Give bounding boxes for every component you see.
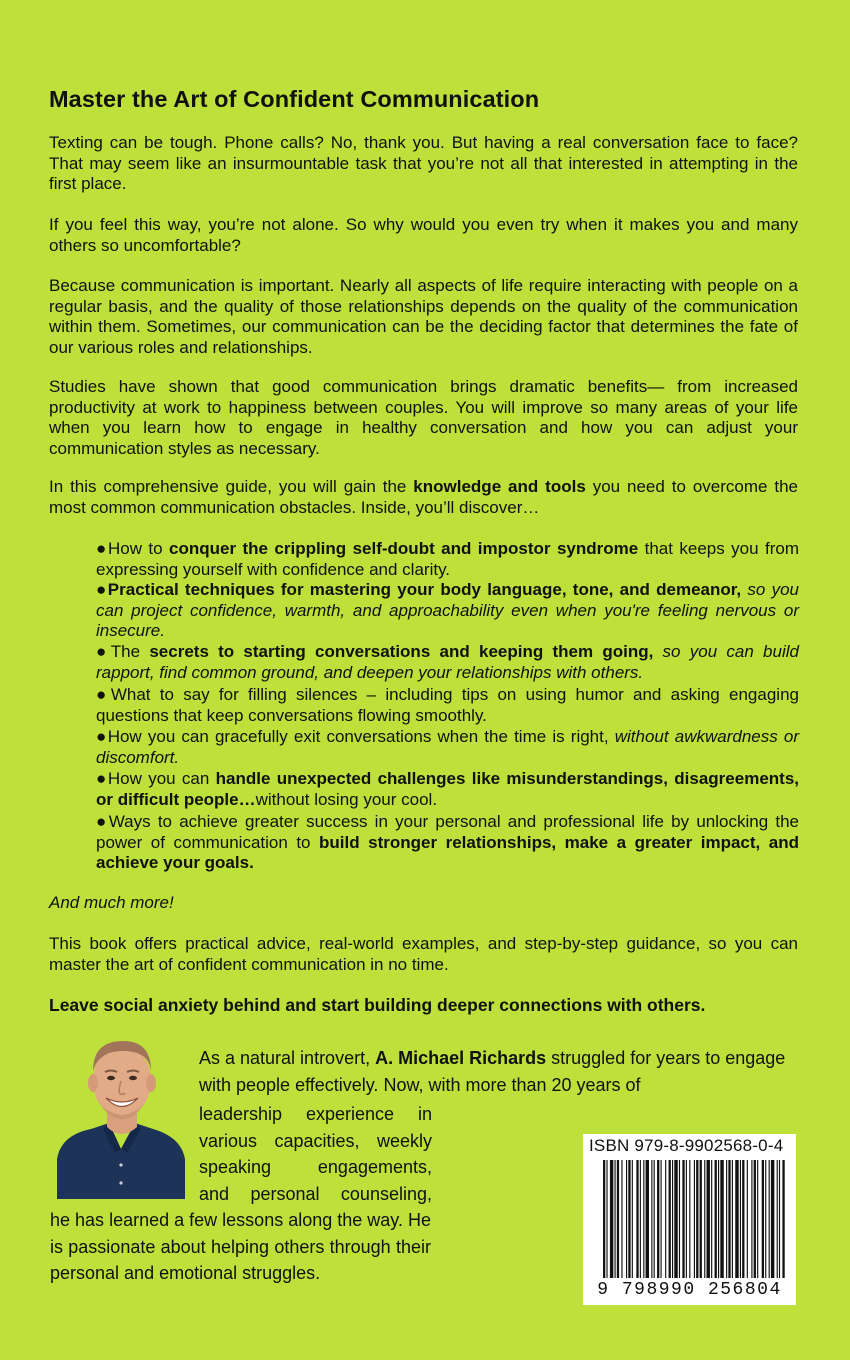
bullet-item: ●What to say for filling silences – including tips on using humor and asking engaging questions that keep conversations flowing smoothly. xyxy=(96,685,799,725)
cover-heading: Master the Art of Confident Communication xyxy=(49,86,540,112)
barcode-bar xyxy=(700,1160,702,1278)
barcode-bar xyxy=(769,1160,770,1278)
barcode-bar xyxy=(651,1160,652,1278)
barcode-bar xyxy=(771,1160,774,1278)
barcode-bar xyxy=(610,1160,613,1278)
tagline: Leave social anxiety behind and start building deeper connections with others. xyxy=(49,995,706,1015)
author-bio-line: leadership experience in xyxy=(199,1104,432,1124)
barcode-bar xyxy=(646,1160,649,1278)
barcode-bar xyxy=(617,1160,619,1278)
barcode-bar xyxy=(606,1160,607,1278)
barcode-bar xyxy=(707,1160,710,1278)
isbn-barcode xyxy=(583,1134,796,1305)
barcode-bar xyxy=(696,1160,698,1278)
barcode-bar xyxy=(654,1160,655,1278)
barcode-bar xyxy=(689,1160,690,1278)
barcode-bar xyxy=(632,1160,633,1278)
barcode-bar xyxy=(728,1160,730,1278)
barcode-bar xyxy=(735,1160,738,1278)
barcode-bar xyxy=(665,1160,666,1278)
barcode-bar xyxy=(779,1160,780,1278)
barcode-bar xyxy=(762,1160,764,1278)
barcode-bar xyxy=(657,1160,659,1278)
author-photo xyxy=(57,1031,185,1199)
barcode-bar xyxy=(757,1160,758,1278)
summary-paragraph: This book offers practical advice, real-world examples, and step-by-step guidance, so you can master the art of confident communication in no time. xyxy=(49,934,798,974)
bullet-item: ●Practical techniques for mastering your body language, tone, and demeanor, so you can project confidence, warmth, and approachability even when you're feeling nervous or insecure. xyxy=(96,580,800,640)
barcode-bar xyxy=(661,1160,662,1278)
barcode-bar xyxy=(686,1160,687,1278)
barcode-bar xyxy=(626,1160,627,1278)
barcode-bars-icon xyxy=(589,1158,790,1282)
barcode-bar xyxy=(674,1160,677,1278)
barcode-bar xyxy=(740,1160,741,1278)
barcode-bar xyxy=(742,1160,744,1278)
barcode-bar xyxy=(751,1160,752,1278)
barcode-bar xyxy=(747,1160,748,1278)
barcode-bar xyxy=(615,1160,616,1278)
barcode-bar xyxy=(628,1160,630,1278)
barcode-digits: 9 798990 256804 xyxy=(597,1280,782,1300)
bullet-item: ●How you can gracefully exit conversations when the time is right, without awkwardness or discomfort. xyxy=(96,727,799,767)
and-much-more: And much more! xyxy=(49,893,174,912)
studies-paragraph: Studies have shown that good communication brings dramatic benefits— from increased productivity at work to happiness between couples. You will improve so many areas of your life when you learn how to engage in healthy conversation and how you can adjust your communication styles as necessary. xyxy=(49,377,798,458)
barcode-bar xyxy=(720,1160,723,1278)
barcode-bar xyxy=(682,1160,684,1278)
barcode-bar xyxy=(640,1160,641,1278)
barcode-bar xyxy=(636,1160,638,1278)
barcode-bar xyxy=(765,1160,766,1278)
barcode-bar xyxy=(732,1160,733,1278)
author-bio-line: and personal counseling, xyxy=(199,1184,432,1204)
barcode-bar xyxy=(777,1160,778,1278)
alone-paragraph: If you feel this way, you’re not alone. So why would you even try when it makes you and many others so uncomfortable? xyxy=(49,215,798,255)
barcode-bar xyxy=(715,1160,717,1278)
barcode-bar xyxy=(679,1160,680,1278)
intro-paragraph: Texting can be tough. Phone calls? No, thank you. But having a real conversation face to face? That may seem like an insurmountable task that you’re not all that interested in attempting in the first place. xyxy=(49,133,798,193)
barcode-bar xyxy=(754,1160,756,1278)
barcode-bar xyxy=(694,1160,695,1278)
barcode-bar xyxy=(726,1160,727,1278)
barcode-bar xyxy=(782,1160,784,1278)
bullet-item: ●The secrets to starting conversations and keeping them going, so you can build rapport, find common ground, and deepen your relationships with others. xyxy=(96,642,799,682)
bullet-item: ●How to conquer the crippling self-doubt and impostor syndrome that keeps you from expressing yourself with confidence and clarity. xyxy=(96,539,799,579)
barcode-bar xyxy=(621,1160,622,1278)
bullet-item: ●Ways to achieve greater success in your personal and professional life by unlocking the power of communication to build stronger relationships, make a greater impact, and achieve your goals. xyxy=(96,812,799,872)
barcode-bar xyxy=(603,1160,605,1278)
isbn-label: ISBN 979-8-9902568-0-4 xyxy=(589,1136,784,1155)
barcode-bar xyxy=(669,1160,671,1278)
barcode-bar xyxy=(704,1160,705,1278)
barcode-bar xyxy=(672,1160,673,1278)
importance-paragraph: Because communication is important. Nearly all aspects of life require interacting with people on a regular basis, and the quality of those relationships depends on the quality of the communication within them. Sometimes, our communication can be the deciding factor that determines the fate of our various roles and relationships. xyxy=(49,276,798,357)
guide-paragraph: In this comprehensive guide, you will gain the knowledge and tools you need to overcome the most common communication obstacles. Inside, you’ll discover… xyxy=(49,477,799,517)
barcode-bar xyxy=(711,1160,712,1278)
author-portrait-icon xyxy=(57,1031,185,1199)
author-bio-line: speaking engagements, xyxy=(199,1157,432,1177)
bullet-item: ●How you can handle unexpected challenges like misunderstandings, disagreements, or difficult people…without losing your cool. xyxy=(96,769,800,809)
author-bio-intro: As a natural introvert, A. Michael Richards struggled for years to engage with people effectively. Now, with more than 20 years of xyxy=(199,1048,786,1095)
author-bio-closing: he has learned a few lessons along the way. He is passionate about helping others through their personal and emotional struggles. xyxy=(50,1210,431,1283)
barcode-bar xyxy=(718,1160,719,1278)
author-bio-line: various capacities, weekly xyxy=(199,1131,432,1151)
barcode-bar xyxy=(643,1160,644,1278)
